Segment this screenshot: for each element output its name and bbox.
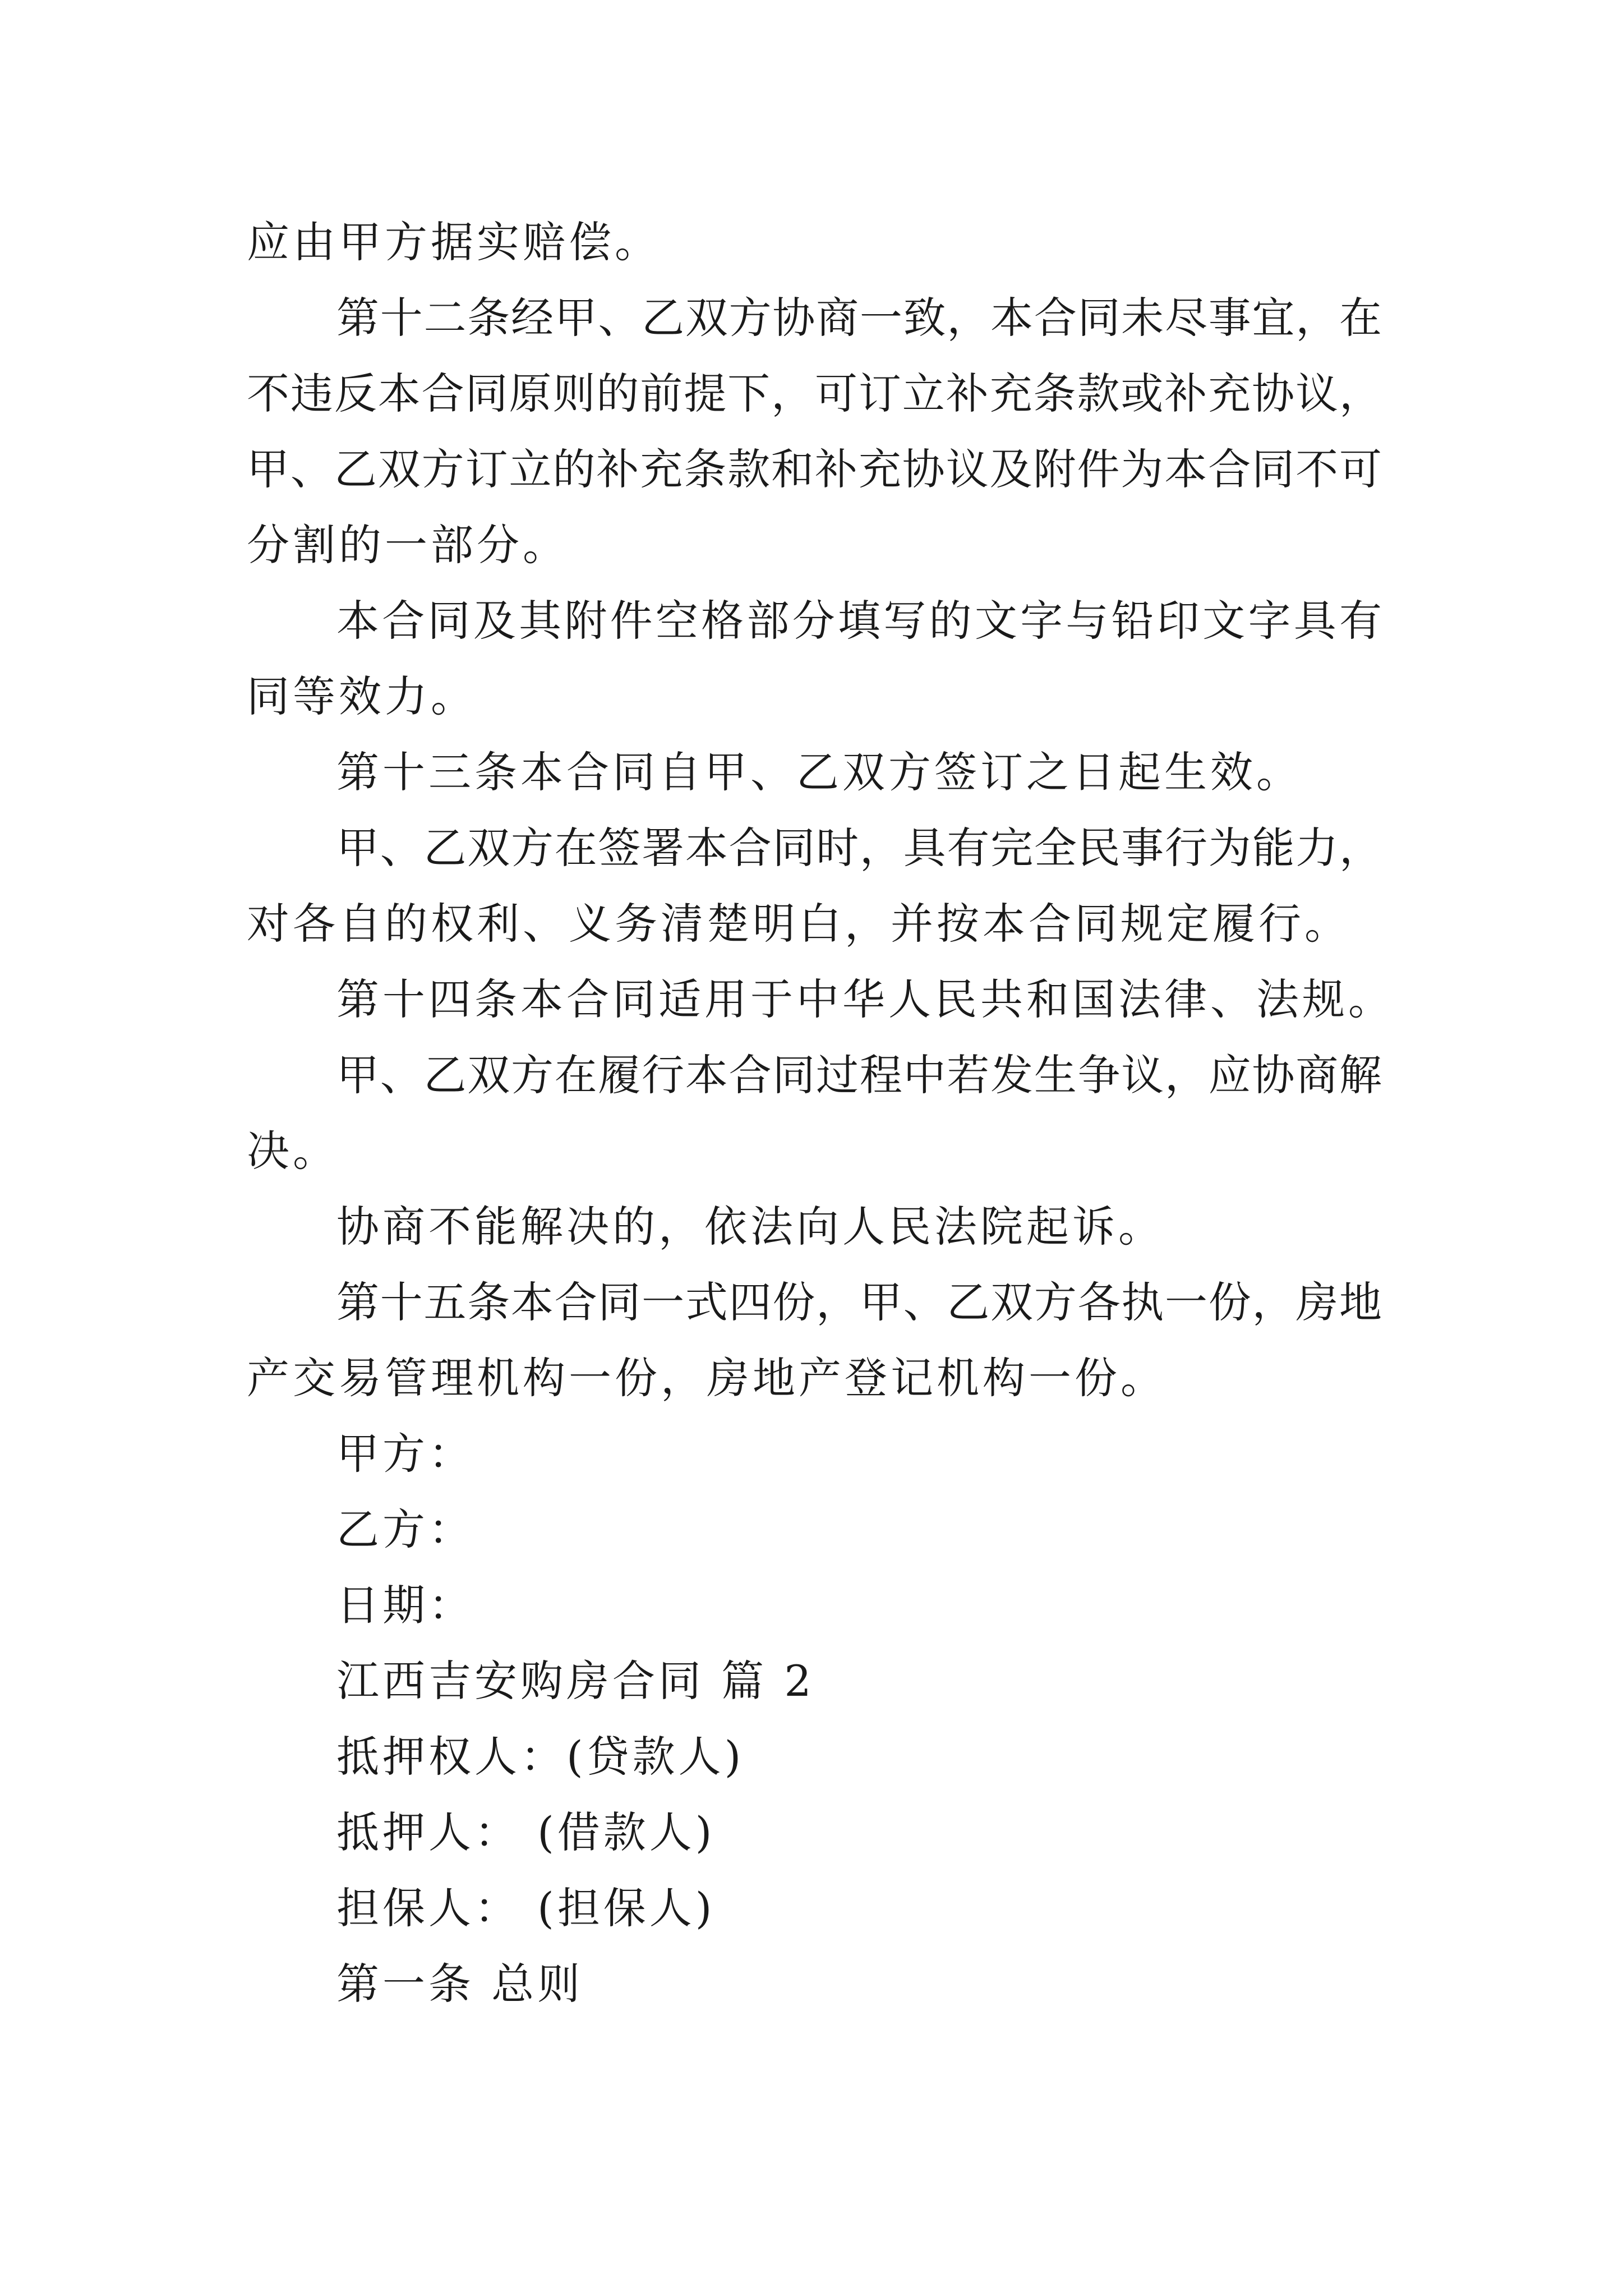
text-line: 不违反本合同原则的前提下，可订立补充条款或补充协议， — [247, 369, 1382, 418]
section-heading: 江西吉安购房合同 篇 2 — [336, 1656, 815, 1706]
text-line: 分割的一部分。 — [247, 520, 569, 570]
text-line: 协商不能解决的，依法向人民法院起诉。 — [336, 1202, 1164, 1251]
article-heading: 第一条 总则 — [336, 1959, 584, 2009]
text-line: 第十五条本合同一式四份，甲、乙双方各执一份，房地 — [336, 1277, 1382, 1327]
text-line: 甲、乙双方在履行本合同过程中若发生争议，应协商解 — [336, 1050, 1382, 1100]
text-line: 本合同及其附件空格部分填写的文字与铅印文字具有 — [336, 596, 1382, 646]
text-line: 对各自的权利、义务清楚明白，并按本合同规定履行。 — [247, 899, 1350, 949]
text-line: 同等效力。 — [247, 671, 477, 721]
text-line: 第十四条本合同适用于中华人民共和国法律、法规。 — [336, 974, 1394, 1024]
signature-label-date: 日期： — [336, 1580, 474, 1630]
text-line: 抵押权人：(贷款人) — [336, 1732, 745, 1782]
text-line: 第十二条经甲、乙双方协商一致，本合同未尽事宜，在 — [336, 293, 1382, 343]
text-line: 产交易管理机构一份，房地产登记机构一份。 — [247, 1353, 1166, 1403]
text-line: 甲、乙双方订立的补充条款和补充协议及附件为本合同不可 — [247, 444, 1382, 494]
text-line: 甲、乙双方在签署本合同时，具有完全民事行为能力， — [336, 823, 1382, 873]
text-line: 应由甲方据实赔偿。 — [247, 217, 661, 267]
text-line: 担保人： (担保人) — [336, 1883, 716, 1933]
signature-label-party-b: 乙方： — [336, 1504, 474, 1554]
signature-label-party-a: 甲方： — [336, 1429, 474, 1479]
text-line: 决。 — [247, 1126, 339, 1176]
text-line: 抵押人： (借款人) — [336, 1807, 716, 1857]
text-line: 第十三条本合同自甲、乙双方签订之日起生效。 — [336, 747, 1302, 797]
